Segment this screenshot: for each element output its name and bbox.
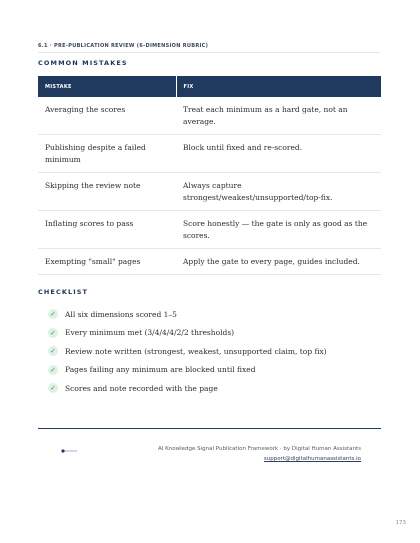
common-mistakes-heading: COMMON MISTAKES bbox=[38, 59, 128, 67]
column-header-fix: FIX bbox=[176, 76, 381, 97]
section-label: 6.1 · PRE-PUBLICATION REVIEW (6-DIMENSION RUBRIC) bbox=[38, 43, 209, 49]
fix-cell: Score honestly — the gate is only as good as the scores. bbox=[176, 211, 381, 249]
checklist-item bbox=[48, 305, 327, 324]
column-header-mistake: MISTAKE bbox=[38, 76, 176, 97]
checklist-item-text: Every minimum met (3/4/4/4/2/2 thresholds) bbox=[65, 328, 235, 338]
check-icon: ✓ bbox=[48, 309, 58, 319]
checklist bbox=[48, 305, 327, 398]
mistake-cell: Publishing despite a failed minimum bbox=[38, 135, 176, 173]
footer-credit-block bbox=[158, 444, 361, 464]
mistake-cell: Exempting "small" pages bbox=[38, 249, 176, 275]
page-number: 173 bbox=[395, 520, 406, 526]
table-row bbox=[38, 135, 381, 173]
table-row bbox=[38, 211, 381, 249]
support-email-link[interactable]: support@digitalhumanassistants.io bbox=[263, 456, 361, 462]
table-row bbox=[38, 249, 381, 275]
checklist-heading: CHECKLIST bbox=[38, 288, 89, 296]
footer-credit: AI Knowledge Signal Publication Framework · by Digital Human Assistants bbox=[158, 446, 361, 452]
fix-cell: Block until fixed and re-scored. bbox=[176, 135, 381, 173]
mistake-cell: Inflating scores to pass bbox=[38, 211, 176, 249]
check-icon: ✓ bbox=[48, 383, 58, 393]
mistakes-table bbox=[38, 76, 381, 275]
checklist-item bbox=[48, 324, 327, 343]
mistake-cell: Skipping the review note bbox=[38, 173, 176, 211]
fix-cell: Treat each minimum as a hard gate, not an average. bbox=[176, 97, 381, 135]
checklist-item bbox=[48, 379, 327, 398]
checklist-item bbox=[48, 342, 327, 361]
checklist-item-text: Review note written (strongest, weakest, unsupported claim, top fix) bbox=[65, 346, 327, 356]
fix-cell: Apply the gate to every page, guides included. bbox=[176, 249, 381, 275]
mistakes-table-header bbox=[38, 76, 381, 97]
check-icon: ✓ bbox=[48, 365, 58, 375]
table-row bbox=[38, 173, 381, 211]
section-divider bbox=[38, 52, 380, 53]
checklist-item-text: Pages failing any minimum are blocked until fixed bbox=[65, 365, 256, 375]
brand-logo-icon bbox=[60, 446, 78, 456]
mistake-cell: Averaging the scores bbox=[38, 97, 176, 135]
check-icon: ✓ bbox=[48, 328, 58, 338]
footer-divider bbox=[38, 428, 381, 429]
checklist-item-text: All six dimensions scored 1–5 bbox=[65, 309, 177, 319]
check-icon: ✓ bbox=[48, 346, 58, 356]
table-row bbox=[38, 97, 381, 135]
checklist-item-text: Scores and note recorded with the page bbox=[65, 383, 218, 393]
fix-cell: Always capture strongest/weakest/unsupported/top-fix. bbox=[176, 173, 381, 211]
checklist-item bbox=[48, 361, 327, 380]
